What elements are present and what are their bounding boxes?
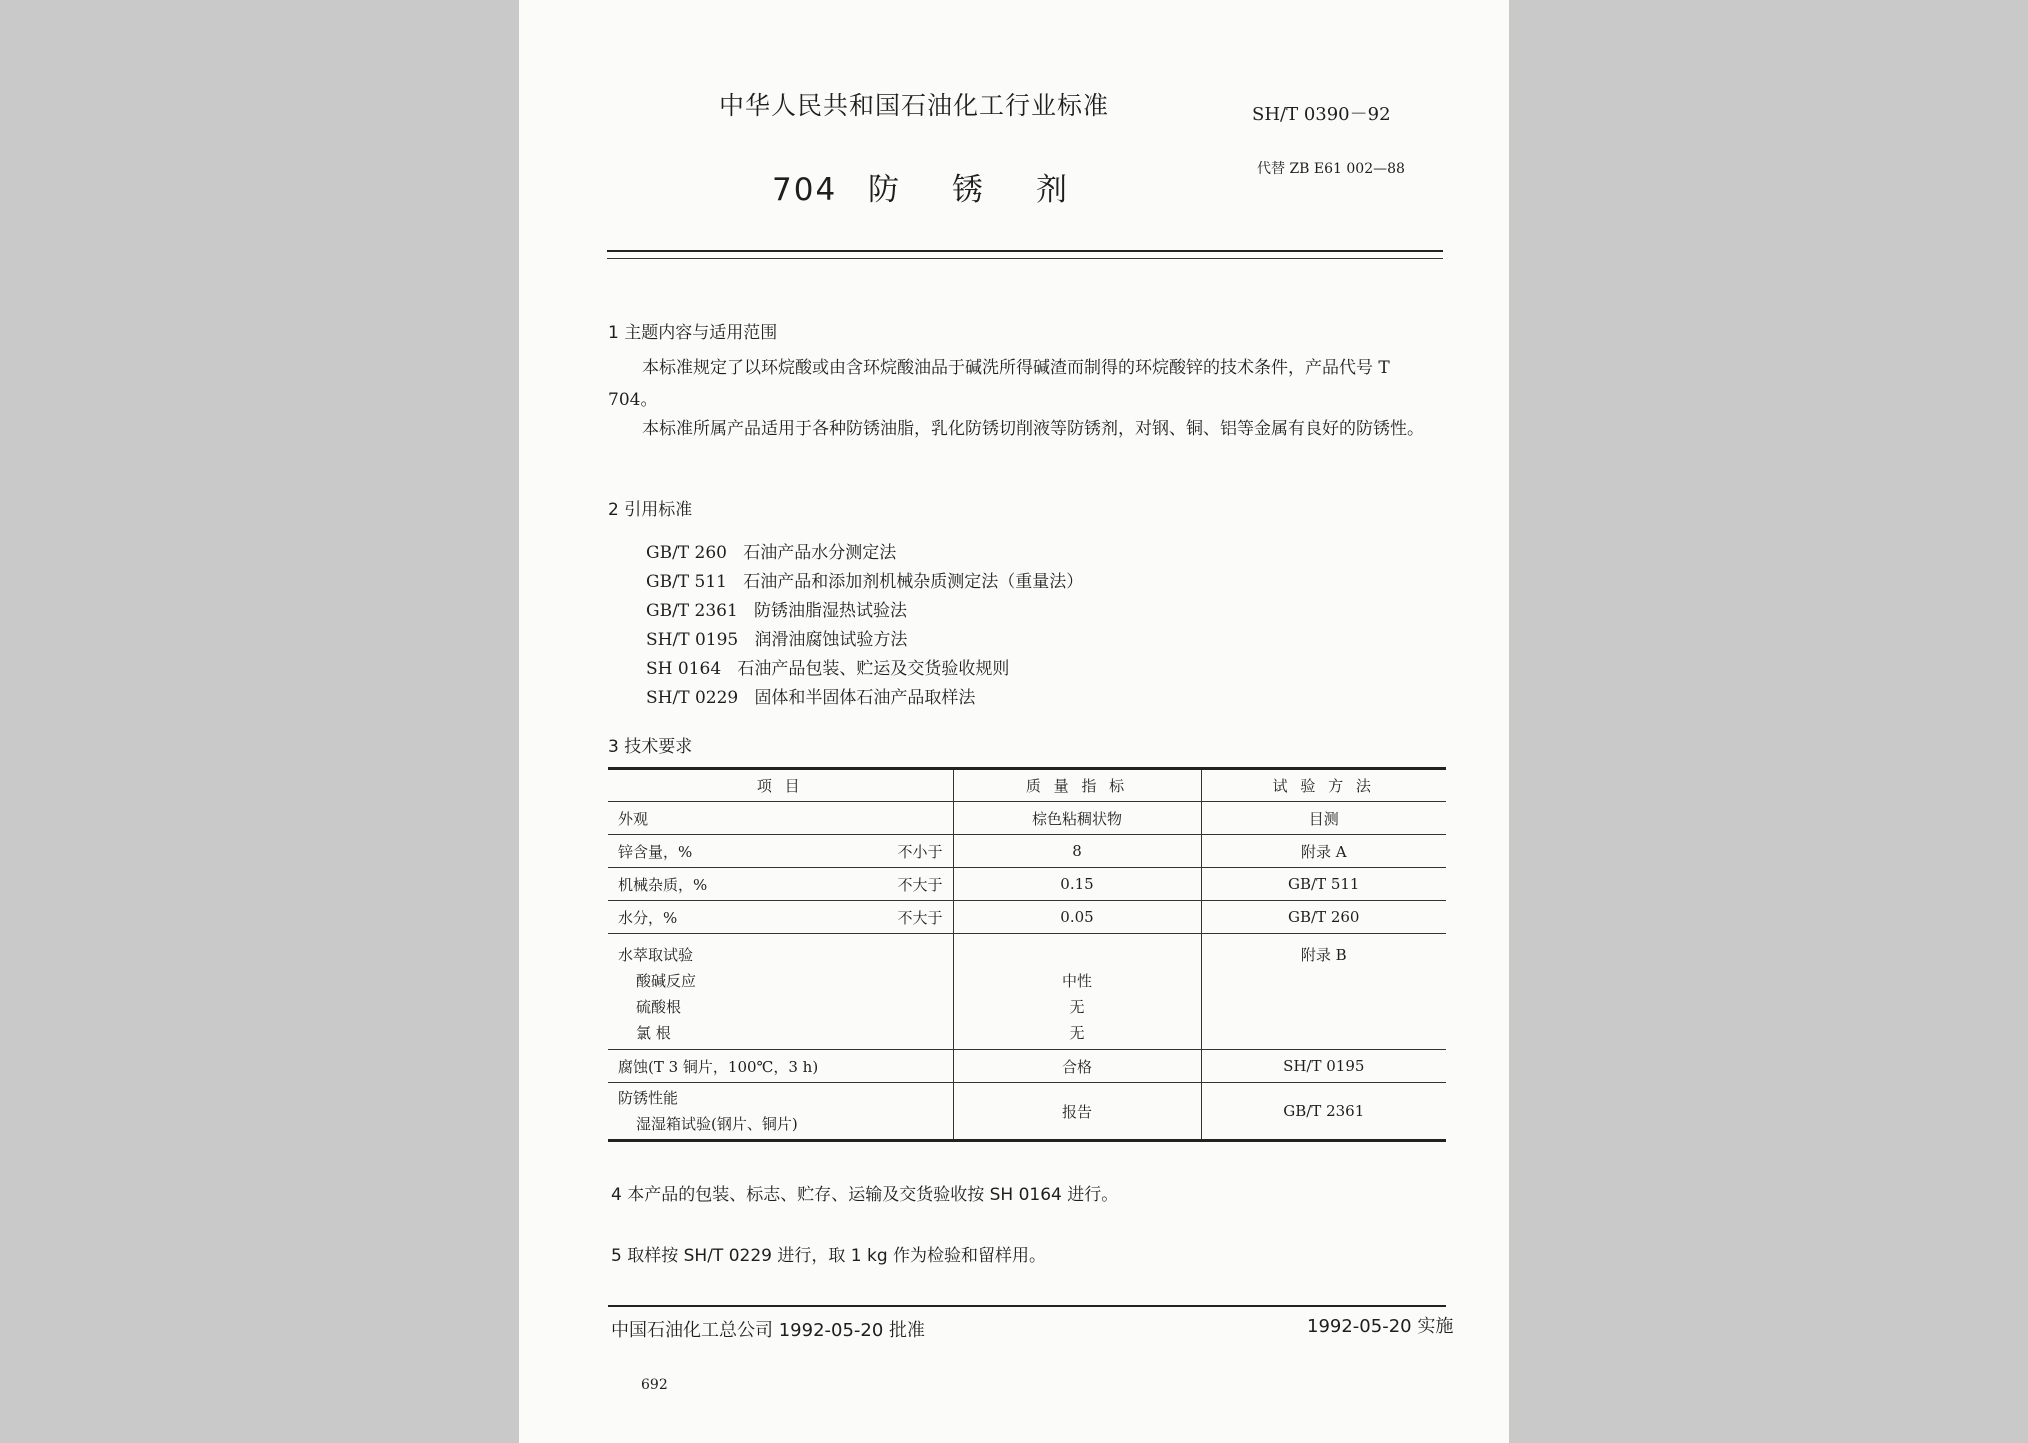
row-method: 目测: [1201, 802, 1446, 835]
reference-code: SH/T 0195: [646, 630, 739, 650]
section-4-text: 4 本产品的包装、标志、贮存、运输及交货验收按 SH 0164 进行。: [611, 1185, 1119, 1205]
section-1-heading: 1 主题内容与适用范围: [608, 323, 778, 343]
reference-item: [646, 683, 975, 708]
reference-code: GB/T 260: [646, 543, 727, 563]
row-value: 棕色粘稠状物: [953, 802, 1201, 835]
row-value: 报告: [953, 1083, 1201, 1141]
row-value: 无: [1069, 1024, 1085, 1042]
row-method: GB/T 511: [1201, 868, 1446, 901]
row-method: 附录 A: [1201, 835, 1446, 868]
product-title-part: 防: [868, 172, 901, 208]
document-page: [519, 0, 1509, 1443]
replaces-note: 代替 ZB E61 002—88: [1257, 161, 1405, 177]
reference-code: GB/T 2361: [646, 601, 738, 621]
table-row: [608, 934, 1446, 1050]
product-title-part: 剂: [1036, 172, 1069, 208]
row-item: 腐蚀(T 3 铜片，100℃，3 h): [608, 1050, 953, 1083]
reference-title: 润滑油腐蚀试验方法: [754, 630, 908, 650]
section-1-paragraph-2: 本标准所属产品适用于各种防锈油脂，乳化防锈切削液等防锈剂，对钢、铜、铝等金属有良好的防锈性。: [642, 419, 1424, 439]
table-row: [608, 868, 1446, 901]
row-item: 防锈性能: [618, 1089, 679, 1107]
reference-item: [646, 538, 896, 563]
table-row: [608, 835, 1446, 868]
row-subitem: 酸碱反应: [636, 972, 697, 990]
column-header-item: 项 目: [608, 769, 953, 802]
technical-requirements-table: [608, 767, 1446, 1142]
row-value: 0.15: [953, 868, 1201, 901]
product-title-part: 锈: [952, 172, 985, 208]
section-2-heading: 2 引用标准: [608, 500, 693, 520]
row-subitem: 硫酸根: [636, 998, 682, 1016]
approval-note: 中国石油化工总公司 1992-05-20 批准: [611, 1320, 926, 1341]
row-value: 合格: [953, 1050, 1201, 1083]
page-number: 692: [641, 1377, 668, 1393]
row-item: 外观: [608, 802, 953, 835]
row-value: 8: [953, 835, 1201, 868]
column-header-method: 试 验 方 法: [1201, 769, 1446, 802]
reference-item: [646, 596, 907, 621]
row-limit: 不小于: [897, 842, 943, 861]
row-value: 0.05: [953, 901, 1201, 934]
reference-item: [646, 567, 1083, 592]
row-method: GB/T 2361: [1201, 1083, 1446, 1141]
reference-title: 防锈油脂湿热试验法: [754, 601, 908, 621]
header-rule: [607, 250, 1443, 252]
table-row: [608, 1083, 1446, 1141]
section-1-paragraph-1: 本标准规定了以环烷酸或由含环烷酸油品于碱洗所得碱渣而制得的环烷酸锌的技术条件，产品代号 T 704。: [608, 358, 1390, 410]
reference-title: 石油产品水分测定法: [743, 543, 897, 563]
row-value: 无: [1069, 998, 1085, 1016]
row-item: 机械杂质，%: [618, 875, 708, 894]
reference-title: 石油产品和添加剂机械杂质测定法（重量法）: [743, 572, 1084, 592]
reference-title: 石油产品包装、贮运及交货验收规则: [737, 659, 1010, 679]
row-item: 锌含量，%: [618, 842, 693, 861]
row-item: 水分，%: [618, 908, 678, 927]
table-header-row: [608, 769, 1446, 802]
product-title-part: 704: [772, 172, 838, 208]
reference-code: SH/T 0229: [646, 688, 739, 708]
row-subitem: 氯 根: [636, 1024, 671, 1042]
effective-date: 1992-05-20 实施: [1307, 1316, 1454, 1337]
product-title: [772, 164, 1069, 209]
row-limit: 不大于: [897, 875, 943, 894]
row-item: 水萃取试验: [618, 946, 694, 964]
row-limit: 不大于: [897, 908, 943, 927]
row-value: 中性: [1061, 972, 1092, 990]
row-subitem: 湿湿箱试验(钢片、铜片): [636, 1115, 798, 1133]
section-3-heading: 3 技术要求: [608, 737, 693, 757]
reference-item: [646, 625, 907, 650]
row-method: GB/T 260: [1201, 901, 1446, 934]
column-header-spec: 质 量 指 标: [953, 769, 1201, 802]
section-5-text: 5 取样按 SH/T 0229 进行，取 1 kg 作为检验和留样用。: [611, 1246, 1047, 1266]
header-rule: [607, 258, 1443, 259]
standard-code: SH/T 0390－92: [1252, 104, 1391, 125]
row-method: SH/T 0195: [1201, 1050, 1446, 1083]
reference-title: 固体和半固体石油产品取样法: [754, 688, 976, 708]
reference-code: GB/T 511: [646, 572, 727, 592]
table-row: [608, 802, 1446, 835]
table-row: [608, 1050, 1446, 1083]
reference-code: SH 0164: [646, 659, 722, 679]
footer-rule: [608, 1305, 1446, 1307]
row-method: 附录 B: [1201, 934, 1446, 1050]
organization-title: 中华人民共和国石油化工行业标准: [719, 91, 1110, 120]
reference-item: [646, 654, 1009, 679]
table-row: [608, 901, 1446, 934]
